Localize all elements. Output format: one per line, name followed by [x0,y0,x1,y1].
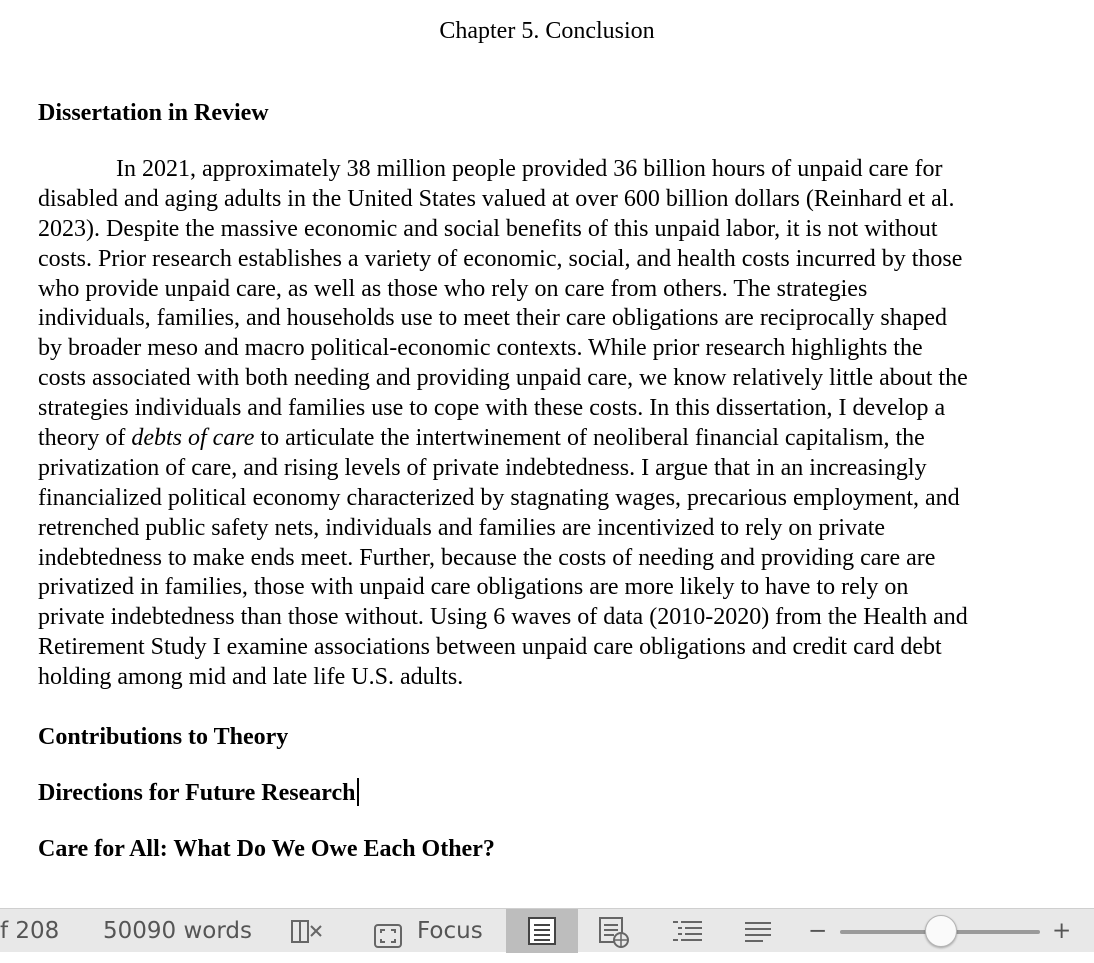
italic-term: debts of care [131,425,255,452]
zoom-slider-thumb[interactable] [925,915,957,947]
paragraph-line: privatization of care, and rising levels of private indebtedness. I argue that in an increasingly [38,454,927,481]
paragraph-line [38,424,1058,454]
paragraph-line: costs. Prior research establishes a variety of economic, social, and health costs incurred by those [38,245,963,272]
text-cursor [357,778,359,806]
paragraph-line: indebtedness to make ends meet. Further, because the costs of needing and providing care are [38,544,936,571]
word-count[interactable]: 50090 words [103,918,252,944]
paragraph-line: Retirement Study I examine associations between unpaid care obligations and credit card debt [38,634,942,661]
paragraph-line: financialized political economy characterized by stagnating wages, precarious employment, and [38,484,960,511]
line-text: theory of [38,425,132,452]
heading-future-research-line [38,778,359,808]
outline-icon [670,909,706,953]
chapter-title: Chapter 5. Conclusion [439,18,655,44]
body-paragraph [38,155,1058,693]
web-layout-button[interactable] [597,909,633,953]
page-count[interactable]: f 208 [0,918,60,944]
paragraph-line: holding among mid and late life U.S. adults. [38,664,464,691]
draft-icon [742,909,778,953]
proofing-icon[interactable] [290,917,326,945]
print-layout-icon [506,909,578,953]
zoom-out-button[interactable]: − [808,918,828,944]
paragraph-line: individuals, families, and households use to meet their care obligations are reciprocally shaped [38,305,948,332]
focus-icon[interactable] [374,919,402,943]
paragraph-line: privatized in families, those with unpaid care obligations are more likely to have to rely on [38,574,909,601]
heading-future-research: Directions for Future Research [38,780,356,806]
focus-button[interactable]: Focus [417,918,483,944]
line-text: to articulate the intertwinement of neoliberal financial capitalism, the [254,425,925,452]
heading-dissertation-review: Dissertation in Review [38,100,269,126]
paragraph-line: retrenched public safety nets, individuals and families are incentivized to rely on private [38,514,886,541]
paragraph-line: costs associated with both needing and providing unpaid care, we know relatively little about the [38,365,968,392]
heading-care-for-all: Care for All: What Do We Owe Each Other? [38,836,495,862]
paragraph-line: by broader meso and macro political-economic contexts. While prior research highlights the [38,335,923,362]
paragraph-line: strategies individuals and families use to cope with these costs. In this dissertation, I develop a [38,395,946,422]
paragraph-line: who provide unpaid care, as well as those who rely on care from others. The strategies [38,275,868,302]
paragraph-line: private indebtedness than those without. Using 6 waves of data (2010-2020) from the Health and [38,604,968,631]
paragraph-line: In 2021, approximately 38 million people provided 36 billion hours of unpaid care for [116,156,943,182]
heading-contributions: Contributions to Theory [38,724,289,750]
outline-view-button[interactable] [670,909,706,953]
draft-view-button[interactable] [742,909,778,953]
zoom-in-button[interactable]: + [1052,918,1072,944]
print-layout-button[interactable] [506,909,578,953]
paragraph-line: 2023). Despite the massive economic and social benefits of this unpaid labor, it is not without [38,215,938,242]
web-layout-icon [597,909,633,953]
paragraph-line: disabled and aging adults in the United States valued at over 600 billion dollars (Reinhard et al. [38,185,955,212]
